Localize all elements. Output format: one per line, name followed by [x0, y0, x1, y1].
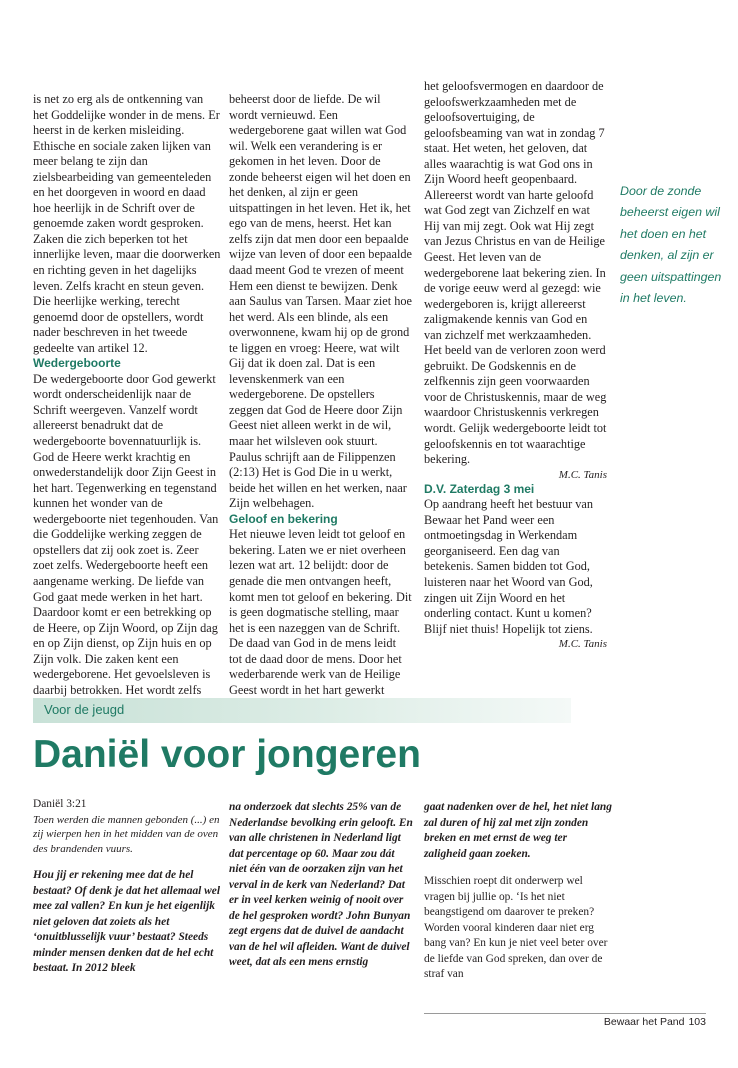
magazine-name: Bewaar het Pand [603, 1016, 685, 1028]
article-column-3 [424, 79, 607, 651]
paragraph: is net zo erg als de ontkenning van het Goddelijke wonder in de mens. Er heerst in de kerken misleiding. Ethische en sociale zaken lijken van meer belang te zijn dan zielsbearbeiding van gemeenteleden en het doorgeven in woord en daad hoe heerlijk in de Schrift over de genoemde zaken wordt gesproken. Zaken die zich beperken tot het innerlijke leven, maar die doorwerken en richting geven in het dagelijks leven. Zelfs kracht en steun geven. Die heerlijke werking, terecht genoemd door de opstellers, wordt nader beschreven in het tweede gedeelte van artikel 12. [33, 92, 221, 355]
article2-column-2 [229, 800, 413, 971]
article-title: Daniël voor jongeren [33, 733, 421, 776]
author-signature: M.C. Tanis [558, 468, 607, 481]
intro-paragraph: Hou jij er rekening mee dat de hel bestaat? Of denk je dat het allemaal wel mee zal vallen? En kun je het eigenlijk niet geloven dat zoiets als het ‘onuitblusselijk vuur’ bestaat? Steeds minder mensen denken dat de hel echt bestaat. In 2012 bleek [33, 869, 220, 975]
paragraph: het geloofsvermogen en daardoor de geloofswerkzaamheden met de geloofsovertuiging, de geloofsbeaming van wat in zondag 7 staat. Het weten, het geloven, dat alles waarachtig is wat God ons in Zijn Woord heeft geopenbaard. Allereerst wordt van harte geloofd wat God zegt van Zichzelf en wat Hij van mij zegt. Ook wat Hij zegt van Jezus Christus en van de Heilige Geest. Het leven van de wedergeborene laat bekering zien. In de vorige eeuw werd al gezegd: wie wedergeboren is, krijgt allereerst zaligmakende kennis van God en van zichzelf met werkzaamheden. Het beeld van de verloren zoon werd gebruikt. De Godskennis en de zelfkennis zijn geen voorwaarden voor de Christuskennis, maar de weg waardoor Christuskennis verkregen wordt. Gelijk wedergeboorte leidt tot geloofskennis en tot waarachtige bekering. [424, 79, 607, 467]
article2-column-3 [424, 800, 612, 983]
paragraph: Misschien roept dit onderwerp wel vragen bij jullie op. ‘Is het niet beangstigend om daarover te preken? Worden vooral kinderen daar niet erg bang van? En kun je niet veel beter over de liefde van God spreken, dan over de straf van [424, 875, 608, 980]
paragraph: beheerst door de liefde. De wil wordt vernieuwd. Een wedergeborene gaat willen wat God wil. Welk een verandering is er gekomen in het leven. Door de zonde beheerst eigen wil het doen en het denken, al zijn er geen uitspattingen in het leven. Het ik, het ego van de mens, heerst. Het kan zelfs zijn dat men door een bepaalde wijze van leven of door een bepaalde daad meent God te vrezen of meent Hem een dienst te bewijzen. Denk aan Saulus van Tarsen. Maar ziet hoe het werd. Als een blinde, als een overwonnene, kwam hij op de grond te liggen en vroeg: Heere, wat wilt Gij dat ik doen zal. Dat is een levenskenmerk van een wedergeborene. De opstellers zeggen dat God de Heere door Zijn Geest niet alleen werkt in de wil, maar het wilsleven ook stuurt. Paulus schrijft aan de Filippenzen (2:13) Het is God Die in u werkt, beide het willen en het werken, naar Zijn welbehagen. [229, 92, 413, 511]
section-heading: Wedergeboorte [33, 356, 121, 371]
page-footer [604, 1016, 706, 1028]
section-heading: D.V. Zaterdag 3 mei [424, 481, 535, 496]
author-signature: M.C. Tanis [558, 638, 607, 651]
article2-column-1 [33, 797, 221, 977]
paragraph: De wedergeboorte door God gewerkt wordt onderscheidenlijk naar de Schrift weergeven. Vanzelf wordt allereerst benadrukt dat de wedergeboorte bovennatuurlijk is. God de Heere werkt krachtig en onwederstandelijk door Zijn Geest in het hart. Tegenwerking en tegenstand kunnen het wonder van de wedergeboorte niet tegenhouden. Van die Goddelijke werking zeggen de opstellers dat zij ook zoet is. Zeer zoet zelfs. Wedergeboorte heeft een aangename werking. De liefde van God gaat mede werken in het hart. Daardoor komt er een betrekking op de Heere, op Zijn Woord, op Zijn dag en op Zijn dienst, op Zijn huis en op Zijn volk. Die zaken kent een wedergeborene. Het gevoelsleven is daarbij betrokken. Het wordt zelfs [33, 371, 219, 697]
section-banner [33, 698, 571, 723]
bible-verse: Toen werden die mannen gebonden (...) en zij wierpen hen in het midden van de oven des brandenden vuurs. [33, 813, 220, 855]
pull-quote: Door de zonde beheerst eigen wil het doen en het denken, al zijn er geen uitspattingen in het leven. [620, 184, 722, 306]
bible-reference: Daniël 3:21 [33, 798, 87, 810]
paragraph: Op aandrang heeft het bestuur van Bewaar het Pand weer een ontmoetingsdag in Werkendam georganiseerd. Een dag van betekenis. Samen bidden tot God, luisteren naar het Woord van God, zingen uit Zijn Woord en het onderling contact. Kunt u komen? Blijf niet thuis! Hopelijk tot ziens. [424, 497, 594, 636]
intro-paragraph: gaat nadenken over de hel, het niet lang zal duren of hij zal met zijn zonden breken en met ernst de weg ter zaligheid gaan zoeken. [424, 801, 612, 860]
article-column-2 [229, 92, 412, 698]
intro-paragraph: na onderzoek dat slechts 25% van de Nederlandse bevolking erin gelooft. En van alle christenen in Nederland ligt dat percentage op 60. Maar zou dát niet één van de oorzaken zijn van het verval in de kerk van Nederland? Dat er in veel kerken weinig of nooit over de hel gesproken wordt? John Bunyan zegt ergens dat de duivel de aandacht van de hel wil afleiden. Want de duivel weet, dat als een mens ernstig [229, 801, 413, 968]
paragraph: Het nieuwe leven leidt tot geloof en bekering. Laten we er niet overheen lezen wat art. 12 belijdt: door de genade die men ontvangen heeft, komt men tot geloof en bekering. Dit is geen dogmatische stelling, maar het is een nazeggen van de Schrift. De daad van God in de mens leidt tot de daad door de mens. Door het wederbarende werk van de Heilige Geest wordt in het hart gewerkt [229, 527, 412, 697]
article-column-1 [33, 92, 221, 698]
section-label: Voor de jeugd [44, 702, 125, 717]
section-heading: Geloof en bekering [229, 511, 338, 526]
footer-rule [424, 1013, 706, 1014]
page-number: 103 [688, 1016, 706, 1028]
